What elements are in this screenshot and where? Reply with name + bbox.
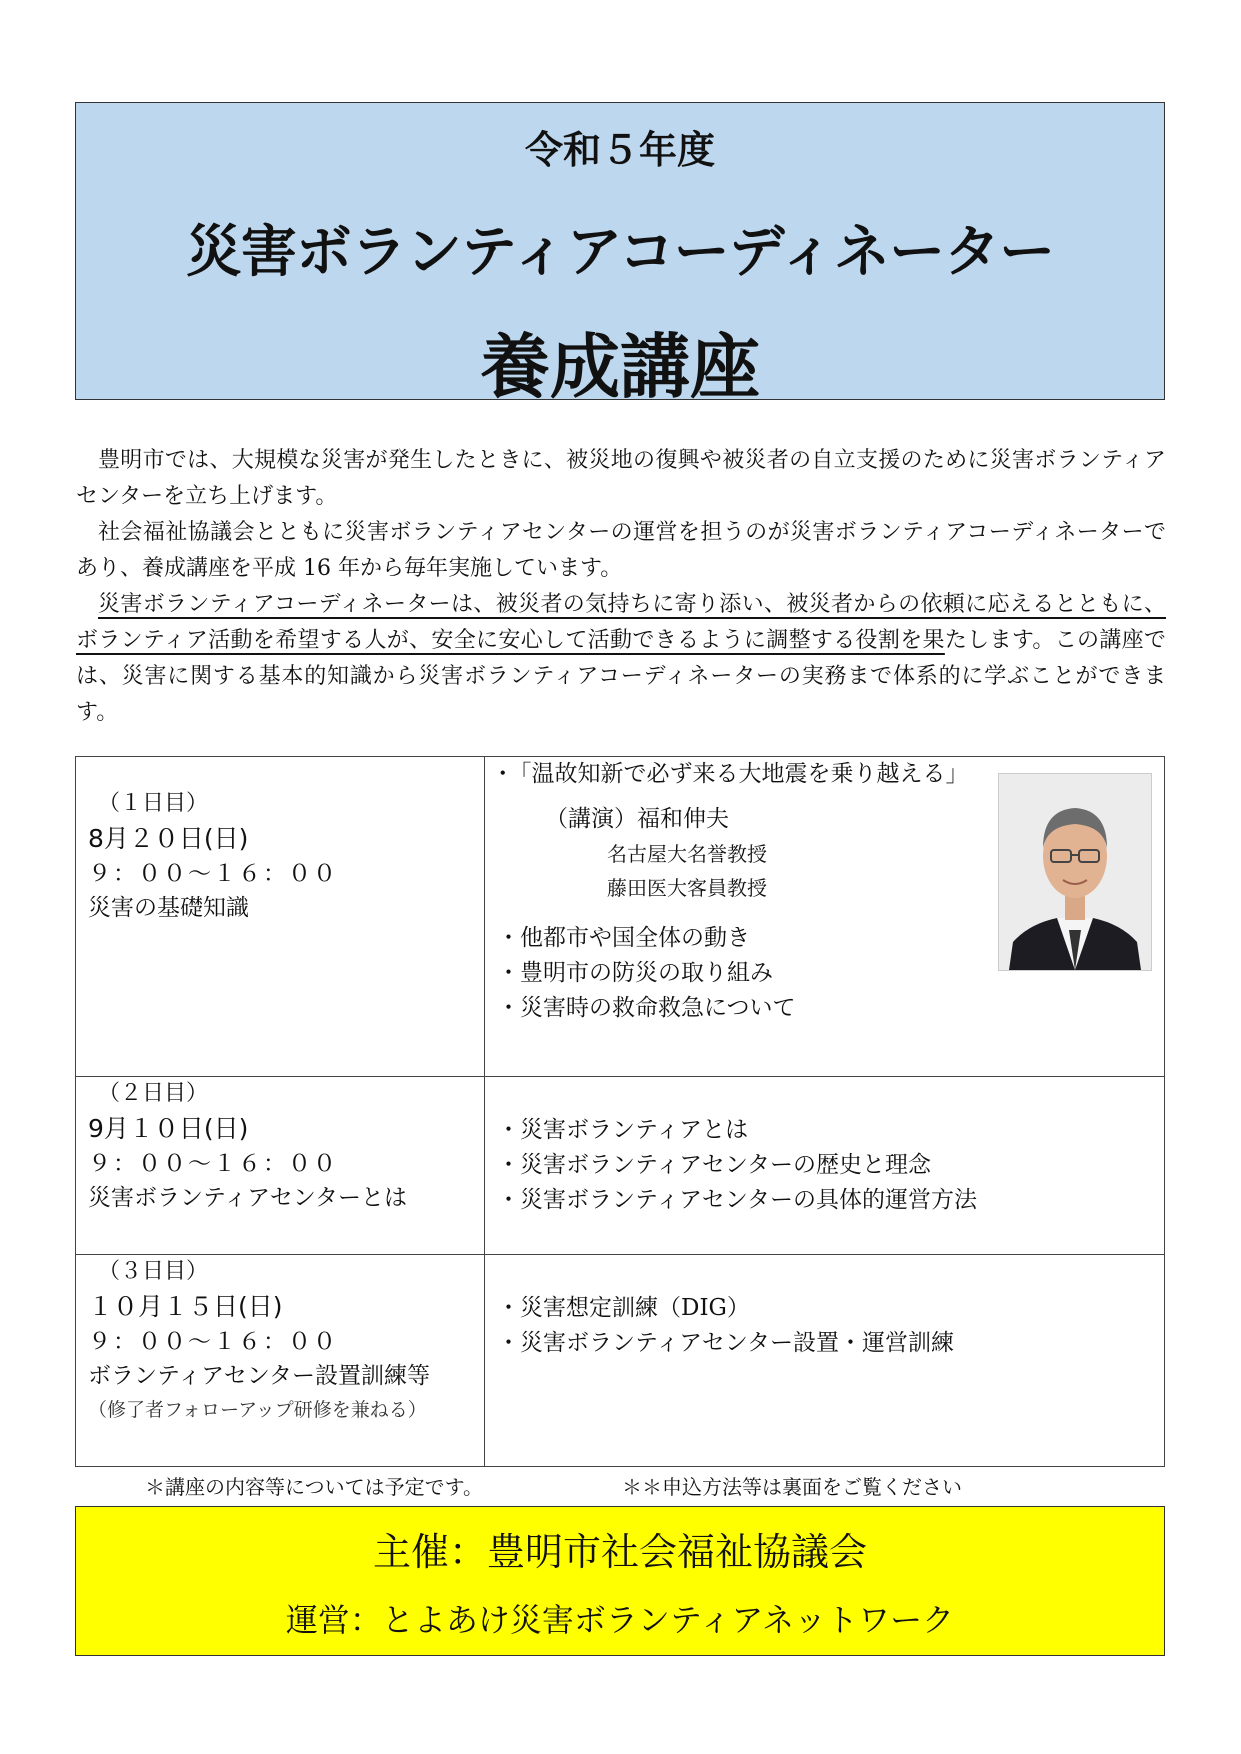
footnote-application: ＊＊申込方法等は裏面をご覧ください [622, 1475, 962, 1499]
day2-info [76, 1077, 485, 1255]
day3-item-2: ・災害ボランティアセンター設置・運営訓練 [497, 1330, 955, 1356]
day3-label: （３日目） [98, 1259, 209, 1284]
day1-time: ９：００～１６：００ [88, 861, 338, 887]
day1-info [76, 757, 485, 1077]
day1-affiliation-1: 名古屋大名誉教授 [607, 842, 767, 866]
day2-content [485, 1077, 1165, 1255]
day3-info [76, 1255, 485, 1467]
day2-label: （２日目） [98, 1081, 209, 1106]
lecturer-photo [998, 773, 1152, 971]
day1-item-3: ・災害時の救命救急について [497, 995, 796, 1021]
day1-content [485, 757, 1165, 1077]
footnote-schedule: ＊講座の内容等については予定です。 [145, 1475, 483, 1499]
day3-date: １０月１５日(日) [88, 1292, 283, 1321]
day3-time: ９：００～１６：００ [88, 1329, 338, 1355]
page-title: 災害ボランティアコーディネーター [185, 220, 1055, 285]
schedule-table [75, 756, 1165, 1467]
page-subtitle: 養成講座 [480, 326, 760, 408]
intro-paragraph-1: 豊明市では、大規模な災害が発生したときに、被災地の復興や被災者の自立支援のために災害ボランティアセンターを立ち上げます。 [76, 448, 1166, 509]
intro-underlined-text: 災害ボランティアコーディネーターは、被災者の気持ちに寄り添い、被災者からの依頼に応えるとともに、ボランティア活動を希望する人が、安全に安心して活動できるように調整する役割を果 [76, 592, 1166, 653]
day2-item-1: ・災害ボランティアとは [497, 1117, 749, 1143]
day1-affiliation-2: 藤田医大客員教授 [607, 876, 767, 900]
day3-topic: ボランティアセンター設置訓練等 [88, 1363, 431, 1389]
intro-paragraph-2: 社会福祉協議会とともに災害ボランティアセンターの運営を担うのが災害ボランティアコーディネーターであり、養成講座を平成 16 年から毎年実施しています。 [76, 520, 1166, 581]
organizer-banner [75, 1506, 1165, 1656]
day3-content [485, 1255, 1165, 1467]
day1-lecturer: （講演）福和伸夫 [545, 806, 729, 832]
day1-date: 8月２０日(日) [88, 824, 249, 853]
day1-item-2: ・豊明市の防災の取り組み [497, 960, 773, 986]
organizer-host: 主催：豊明市社会福祉協議会 [372, 1530, 867, 1574]
day1-lecture-title: ･「温故知新で必ず来る大地震を乗り越える」 [497, 761, 969, 787]
portrait-image [999, 774, 1151, 970]
day1-topic: 災害の基礎知識 [88, 895, 249, 921]
schedule-row-day3 [76, 1255, 1165, 1467]
fiscal-year: 令和５年度 [524, 128, 715, 172]
day2-topic: 災害ボランティアセンターとは [88, 1185, 408, 1211]
day3-item-1: ・災害想定訓練（DIG） [497, 1295, 750, 1321]
intro-text [76, 443, 1166, 731]
schedule-row-day2 [76, 1077, 1165, 1255]
schedule-row-day1 [76, 757, 1165, 1077]
day2-time: ９：００～１６：００ [88, 1151, 338, 1177]
day1-label: （１日目） [98, 791, 209, 816]
intro-paragraph-3-rest: たします。この講座では、災害に関する基本的知識から災害ボランティアコーディネーターの実務まで体系的に学ぶことができます。 [76, 628, 1166, 725]
intro-paragraph-3 [76, 587, 1166, 731]
organizer-operation: 運営：とよあけ災害ボランティアネットワーク [285, 1601, 955, 1639]
header-banner [75, 102, 1165, 408]
day2-date: 9月１０日(日) [88, 1114, 249, 1143]
day2-item-3: ・災害ボランティアセンターの具体的運営方法 [497, 1187, 978, 1213]
day1-item-1: ・他都市や国全体の動き [497, 925, 750, 951]
day2-item-2: ・災害ボランティアセンターの歴史と理念 [497, 1152, 932, 1178]
day3-note: （修了者フォローアップ研修を兼ねる） [88, 1399, 427, 1421]
